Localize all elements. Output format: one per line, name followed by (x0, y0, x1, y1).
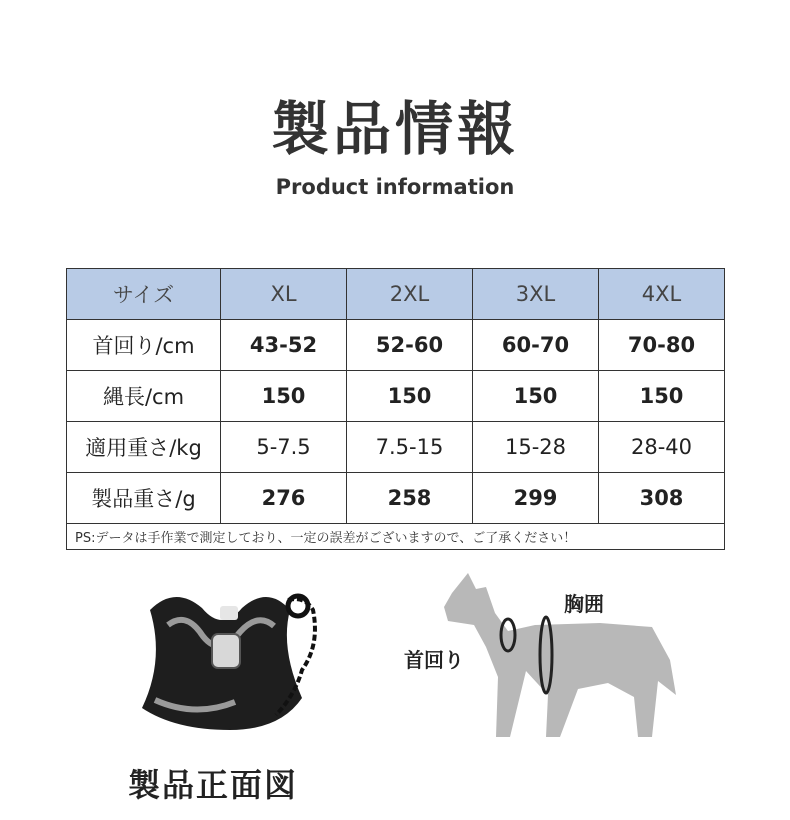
table-cell: 308 (599, 473, 725, 524)
table-cell: 70-80 (599, 320, 725, 371)
table-cell: 150 (599, 371, 725, 422)
row-label: 首回り/cm (67, 320, 221, 371)
harness-product-image (130, 590, 330, 740)
table-cell: 258 (347, 473, 473, 524)
table-cell: 15-28 (473, 422, 599, 473)
header-cell: XL (221, 269, 347, 320)
table-cell: 5-7.5 (221, 422, 347, 473)
page-title: 製品情報 (270, 95, 519, 163)
table-header-row (67, 269, 725, 320)
table-row (67, 320, 725, 371)
table-row (67, 371, 725, 422)
table-cell: 150 (347, 371, 473, 422)
table-cell: 150 (473, 371, 599, 422)
table-cell: 299 (473, 473, 599, 524)
table-cell: 52-60 (347, 320, 473, 371)
table-cell: 276 (221, 473, 347, 524)
header-cell: 2XL (347, 269, 473, 320)
row-label: 適用重さ/kg (67, 422, 221, 473)
header-cell: サイズ (67, 269, 221, 320)
header-cell: 4XL (599, 269, 725, 320)
table-cell: 7.5-15 (347, 422, 473, 473)
chest-label: 胸囲 (564, 592, 604, 616)
table-row (67, 473, 725, 524)
page-subtitle: Product information (275, 175, 515, 199)
size-table (66, 268, 725, 550)
header-cell: 3XL (473, 269, 599, 320)
table-cell: 150 (221, 371, 347, 422)
table-cell: 43-52 (221, 320, 347, 371)
measurement-note: PS:データは手作業で測定しており、一定の誤差がございますので、ご了承ください！ (67, 524, 725, 550)
note-row (67, 524, 725, 550)
row-label: 縄長/cm (67, 371, 221, 422)
product-caption: 製品正面図 (128, 766, 299, 804)
row-label: 製品重さ/g (67, 473, 221, 524)
table-cell: 28-40 (599, 422, 725, 473)
neck-label: 首回り (404, 648, 464, 672)
table-row (67, 422, 725, 473)
table-cell: 60-70 (473, 320, 599, 371)
